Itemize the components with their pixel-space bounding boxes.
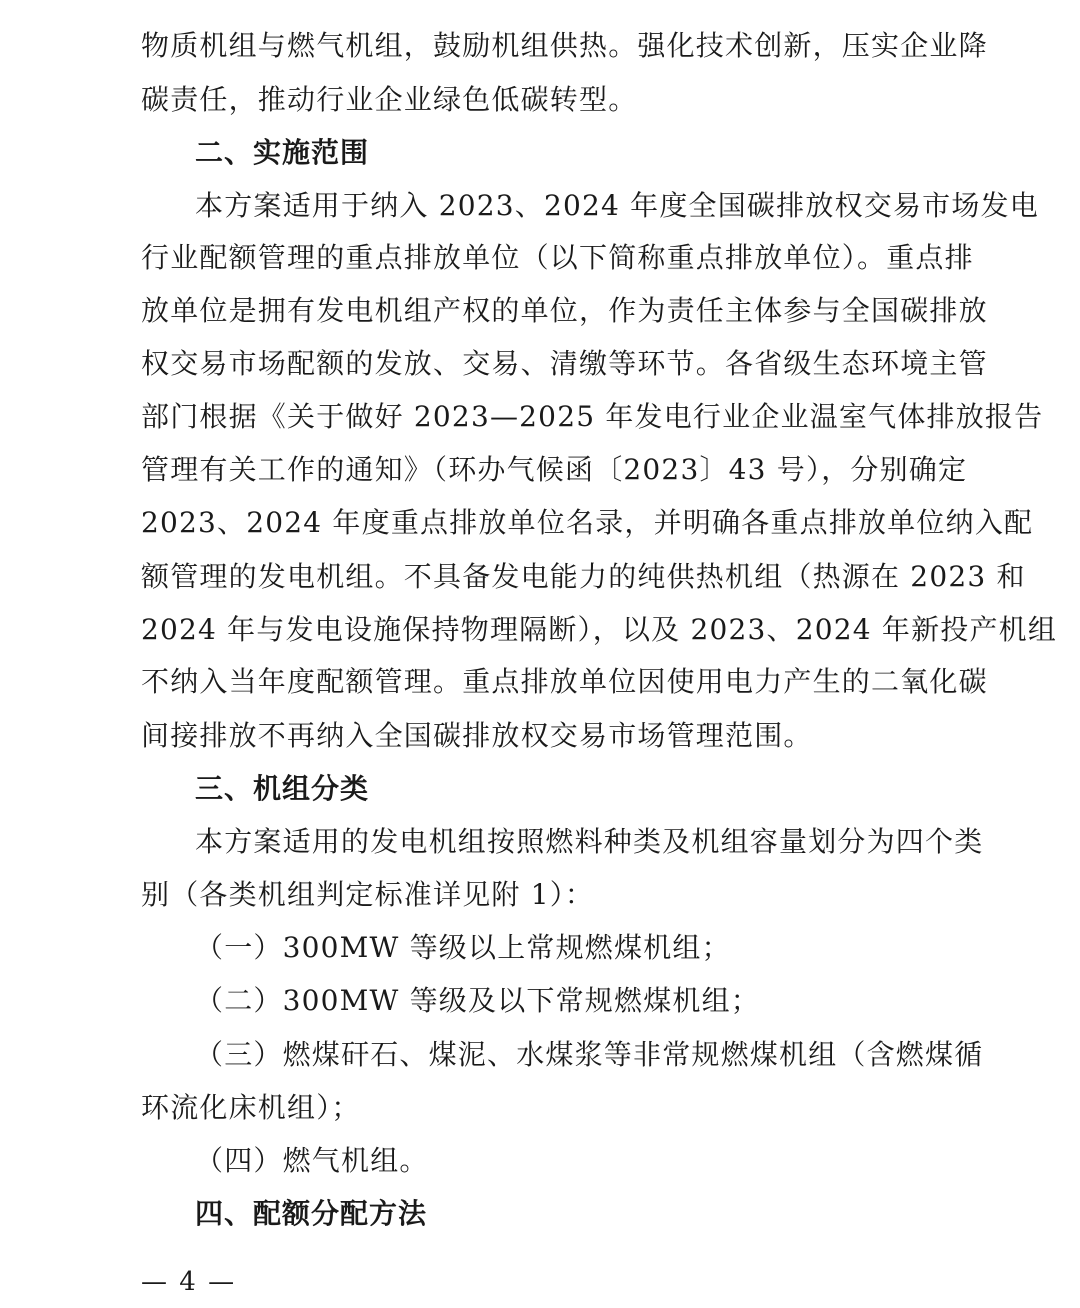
section-heading: 四、配额分配方法: [195, 1197, 428, 1230]
paragraph-line: 不纳入当年度配额管理。重点排放单位因使用电力产生的二氧化碳: [141, 665, 988, 698]
section-heading: 三、机组分类: [195, 772, 370, 805]
paragraph-line: 额管理的发电机组。不具备发电能力的纯供热机组（热源在 2023 和: [141, 560, 1026, 593]
paragraph-line: 本方案适用的发电机组按照燃料种类及机组容量划分为四个类: [195, 825, 984, 858]
paragraph-line: 2023、2024 年度重点排放单位名录，并明确各重点排放单位纳入配: [141, 506, 1034, 539]
section-heading: 二、实施范围: [195, 136, 370, 169]
paragraph-line: 管理有关工作的通知》（环办气候函〔2023〕43 号），分别确定: [141, 453, 968, 486]
paragraph-line: 别（各类机组判定标准详见附 1）：: [141, 878, 595, 911]
paragraph-line: 物质机组与燃气机组，鼓励机组供热。强化技术创新，压实企业降: [141, 29, 988, 62]
paragraph-line: 间接排放不再纳入全国碳排放权交易市场管理范围。: [141, 719, 813, 752]
paragraph-line: 碳责任，推动行业企业绿色低碳转型。: [141, 83, 638, 116]
paragraph-line: 放单位是拥有发电机组产权的单位，作为责任主体参与全国碳排放: [141, 294, 988, 327]
list-item: （一）300MW 等级以上常规燃煤机组；: [195, 931, 731, 964]
page-number: — 4 —: [141, 1267, 237, 1297]
paragraph-line: 2024 年与发电设施保持物理隔断），以及 2023、2024 年新投产机组: [141, 613, 1058, 646]
paragraph-line: 本方案适用于纳入 2023、2024 年度全国碳排放权交易市场发电: [195, 189, 1039, 222]
list-item: （四）燃气机组。: [195, 1144, 429, 1177]
paragraph-line: 权交易市场配额的发放、交易、清缴等环节。各省级生态环境主管: [141, 347, 988, 380]
list-item: （二）300MW 等级及以下常规燃煤机组；: [195, 984, 760, 1017]
list-item-continuation: 环流化床机组）；: [141, 1091, 361, 1124]
list-item: （三）燃煤矸石、煤泥、水煤浆等非常规燃煤机组（含燃煤循: [195, 1038, 984, 1071]
paragraph-line: 行业配额管理的重点排放单位（以下简称重点排放单位）。重点排: [141, 241, 974, 274]
paragraph-line: 部门根据《关于做好 2023—2025 年发电行业企业温室气体排放报告: [141, 400, 1044, 433]
